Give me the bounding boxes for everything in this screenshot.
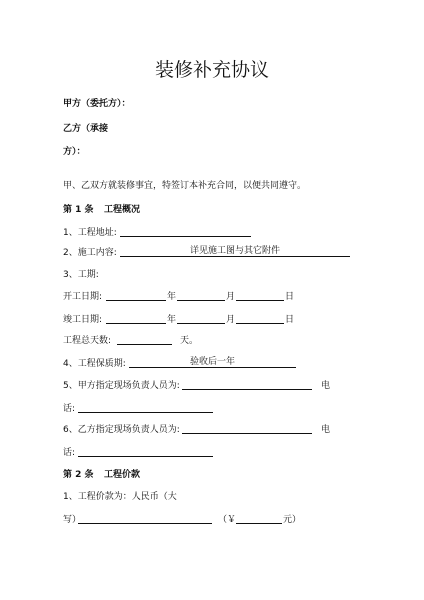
start-year-line [106,300,166,301]
party-b-phone-label-part1: 电 [321,425,331,435]
total-days-label: 工程总天数: [63,336,112,346]
start-date-label: 开工日期: [63,292,103,302]
warranty-value: 验收后一年 [189,357,235,367]
party-b-label-line1: 乙方（承接 [63,124,109,134]
party-b-phone-line [78,456,213,457]
content-value: 详见施工图与其它附件 [189,246,280,256]
price-words-line [78,523,212,524]
price-unit: 元） [283,515,302,525]
total-days-line [117,344,172,345]
party-a-phone-label-part1: 电 [321,381,331,391]
content-label: 2、施工内容: [63,248,117,258]
intro-text: 甲、乙双方就装修事宜，特签订本补充合同，以便共同遵守。 [63,181,307,191]
party-a-label: 甲方（委托方）： [63,99,131,109]
price-number-line [236,523,282,524]
period-label: 3、工期: [63,270,99,280]
start-month-unit: 月 [226,292,236,302]
end-day-unit: 日 [285,315,295,325]
document-title: 装修补充协议 [154,59,269,81]
end-month-unit: 月 [226,315,236,325]
party-b-phone-label-part2: 话: [63,448,76,458]
party-a-manager-label: 5、甲方指定现场负责人员为: [63,381,180,391]
party-a-phone-label-part2: 话: [63,404,76,414]
price-paren-open: （￥ [218,515,237,525]
end-date-label: 竣工日期: [63,315,103,325]
end-month-line [177,323,225,324]
price-label-line2: 写） [63,515,82,525]
start-year-unit: 年 [167,292,177,302]
start-day-line [236,300,284,301]
end-day-line [236,323,284,324]
end-year-unit: 年 [167,315,177,325]
party-a-phone-line [78,412,213,413]
party-b-label-line2: 方）： [63,147,86,157]
address-label: 1、工程地址: [63,228,117,238]
days-unit: 天。 [180,336,199,346]
price-label-line1: 1、工程价款为：人民币（大 [63,492,177,502]
article1-number: 第 1 条 [63,205,94,215]
address-field-line [120,236,251,237]
start-month-line [177,300,225,301]
article1-heading: 工程概况 [104,205,141,215]
party-a-manager-line [182,389,312,390]
end-year-line [106,323,166,324]
article2-number: 第 2 条 [63,470,94,480]
party-b-manager-line [182,433,312,434]
article2-heading: 工程价款 [104,470,141,480]
party-b-manager-label: 6、乙方指定现场负责人员为: [63,425,180,435]
start-day-unit: 日 [285,292,295,302]
warranty-label: 4、工程保质期: [63,359,126,369]
